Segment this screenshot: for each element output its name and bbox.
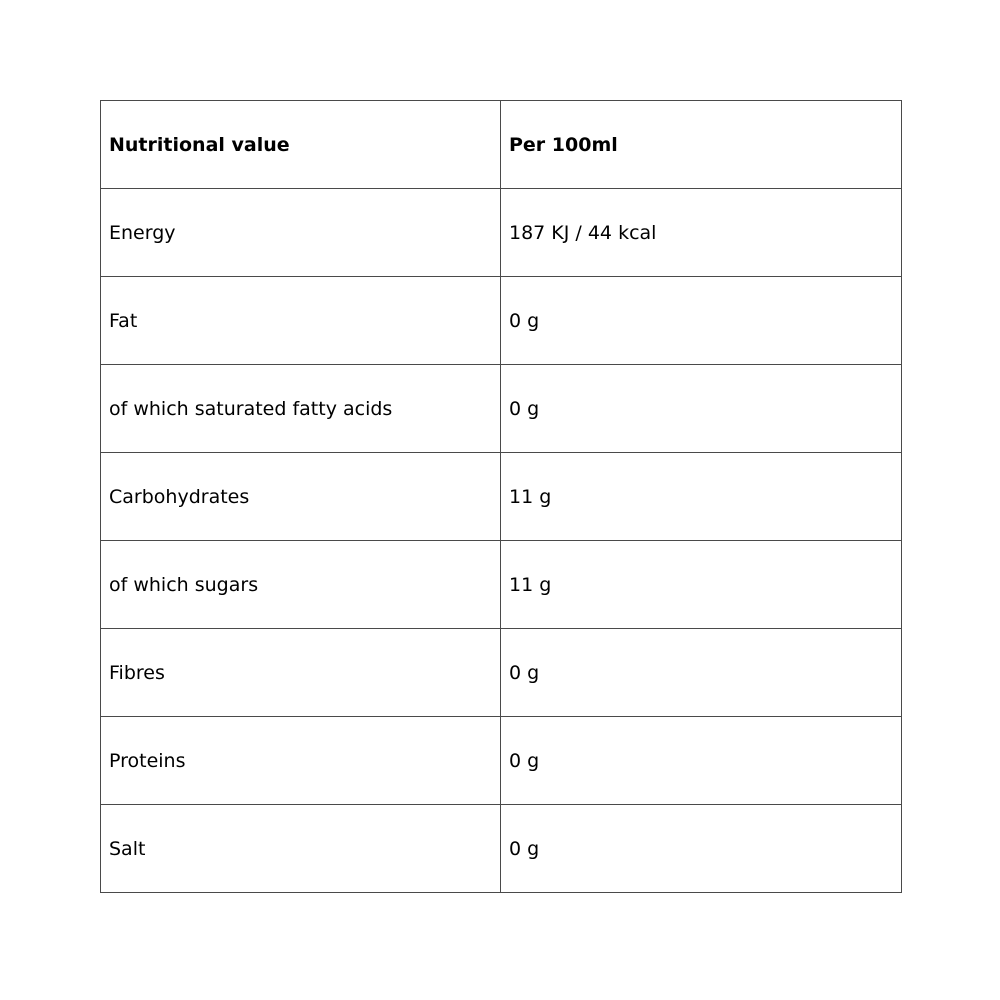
nutrition-table	[100, 100, 902, 893]
table-row	[101, 541, 902, 629]
row-label: Fat	[101, 277, 501, 365]
row-value: 0 g	[501, 805, 902, 893]
row-value: 11 g	[501, 453, 902, 541]
table-row	[101, 453, 902, 541]
row-label: of which saturated fatty acids	[101, 365, 501, 453]
table-row	[101, 365, 902, 453]
row-label: Energy	[101, 189, 501, 277]
row-value: 0 g	[501, 277, 902, 365]
table-row	[101, 277, 902, 365]
row-label: of which sugars	[101, 541, 501, 629]
table-row	[101, 629, 902, 717]
row-value: 11 g	[501, 541, 902, 629]
table-row	[101, 805, 902, 893]
row-label: Salt	[101, 805, 501, 893]
row-label: Proteins	[101, 717, 501, 805]
header-per-100ml: Per 100ml	[501, 101, 902, 189]
header-nutritional-value: Nutritional value	[101, 101, 501, 189]
row-value: 187 KJ / 44 kcal	[501, 189, 902, 277]
row-value: 0 g	[501, 365, 902, 453]
row-label: Fibres	[101, 629, 501, 717]
row-value: 0 g	[501, 717, 902, 805]
row-label: Carbohydrates	[101, 453, 501, 541]
row-value: 0 g	[501, 629, 902, 717]
table-row	[101, 189, 902, 277]
table-row	[101, 717, 902, 805]
table-header-row	[101, 101, 902, 189]
